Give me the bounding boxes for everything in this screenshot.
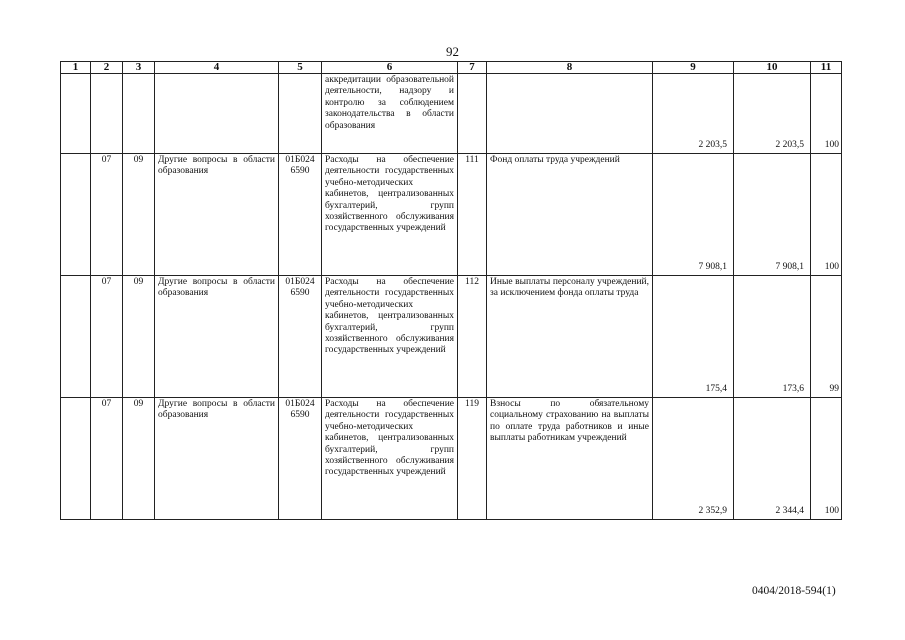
cell-expense-type-name: Фонд оплаты труда учреждений — [487, 154, 653, 276]
cell-percent: 99 — [811, 276, 842, 398]
column-header-6: 6 — [322, 62, 458, 74]
cell-percent: 100 — [811, 398, 842, 520]
page-number: 92 — [446, 44, 459, 59]
table-row — [61, 74, 842, 154]
cell-percent: 100 — [811, 154, 842, 276]
cell-expense-type: 112 — [458, 276, 487, 398]
cell-planned: 2 352,9 — [653, 398, 734, 520]
cell-c1 — [61, 74, 91, 154]
cell-section — [91, 74, 123, 154]
cell-c1 — [61, 276, 91, 398]
cell-subsection-name: Другие вопросы в области образования — [155, 398, 279, 520]
cell-target-article-name: аккредитации образовательной деятельности, надзору и контролю за соблюдением законодательства в области образования — [322, 74, 458, 154]
document-code: 0404/2018-594(1) — [752, 585, 836, 597]
budget-table — [60, 61, 842, 520]
cell-target-article-name: Расходы на обеспечение деятельности государственных учебно-методических кабинетов, централизованных бухгалтерий, групп хозяйственного обслуживания государственных учреждений — [322, 154, 458, 276]
table-row — [61, 154, 842, 276]
cell-target-article — [279, 74, 322, 154]
cell-actual: 2 203,5 — [734, 74, 811, 154]
column-header-1: 1 — [61, 62, 91, 74]
cell-expense-type-name — [487, 74, 653, 154]
table-row — [61, 398, 842, 520]
column-header-4: 4 — [155, 62, 279, 74]
cell-c1 — [61, 398, 91, 520]
cell-expense-type-name: Иные выплаты персоналу учреждений, за исключением фонда оплаты труда — [487, 276, 653, 398]
column-header-9: 9 — [653, 62, 734, 74]
cell-planned: 7 908,1 — [653, 154, 734, 276]
cell-target-article: 01Б024 6590 — [279, 398, 322, 520]
cell-target-article-name: Расходы на обеспечение деятельности государственных учебно-методических кабинетов, централизованных бухгалтерий, групп хозяйственного обслуживания государственных учреждений — [322, 276, 458, 398]
cell-section: 07 — [91, 398, 123, 520]
cell-actual: 173,6 — [734, 276, 811, 398]
cell-target-article: 01Б024 6590 — [279, 276, 322, 398]
column-header-8: 8 — [487, 62, 653, 74]
cell-subsection-name: Другие вопросы в области образования — [155, 276, 279, 398]
column-header-10: 10 — [734, 62, 811, 74]
cell-subsection: 09 — [123, 398, 155, 520]
cell-subsection-name: Другие вопросы в области образования — [155, 154, 279, 276]
column-header-2: 2 — [91, 62, 123, 74]
cell-expense-type — [458, 74, 487, 154]
column-header-11: 11 — [811, 62, 842, 74]
cell-actual: 7 908,1 — [734, 154, 811, 276]
cell-subsection — [123, 74, 155, 154]
cell-actual: 2 344,4 — [734, 398, 811, 520]
table-header-row — [61, 62, 842, 74]
cell-expense-type: 119 — [458, 398, 487, 520]
cell-target-article: 01Б024 6590 — [279, 154, 322, 276]
cell-target-article-name: Расходы на обеспечение деятельности государственных учебно-методических кабинетов, централизованных бухгалтерий, групп хозяйственного обслуживания государственных учреждений — [322, 398, 458, 520]
cell-subsection: 09 — [123, 276, 155, 398]
column-header-3: 3 — [123, 62, 155, 74]
column-header-5: 5 — [279, 62, 322, 74]
cell-section: 07 — [91, 276, 123, 398]
table-row — [61, 276, 842, 398]
cell-section: 07 — [91, 154, 123, 276]
cell-planned: 175,4 — [653, 276, 734, 398]
cell-planned: 2 203,5 — [653, 74, 734, 154]
cell-subsection-name — [155, 74, 279, 154]
cell-subsection: 09 — [123, 154, 155, 276]
cell-expense-type: 111 — [458, 154, 487, 276]
column-header-7: 7 — [458, 62, 487, 74]
cell-expense-type-name: Взносы по обязательному социальному страхованию на выплаты по оплате труда работников и иные выплаты работникам учреждений — [487, 398, 653, 520]
cell-percent: 100 — [811, 74, 842, 154]
cell-c1 — [61, 154, 91, 276]
